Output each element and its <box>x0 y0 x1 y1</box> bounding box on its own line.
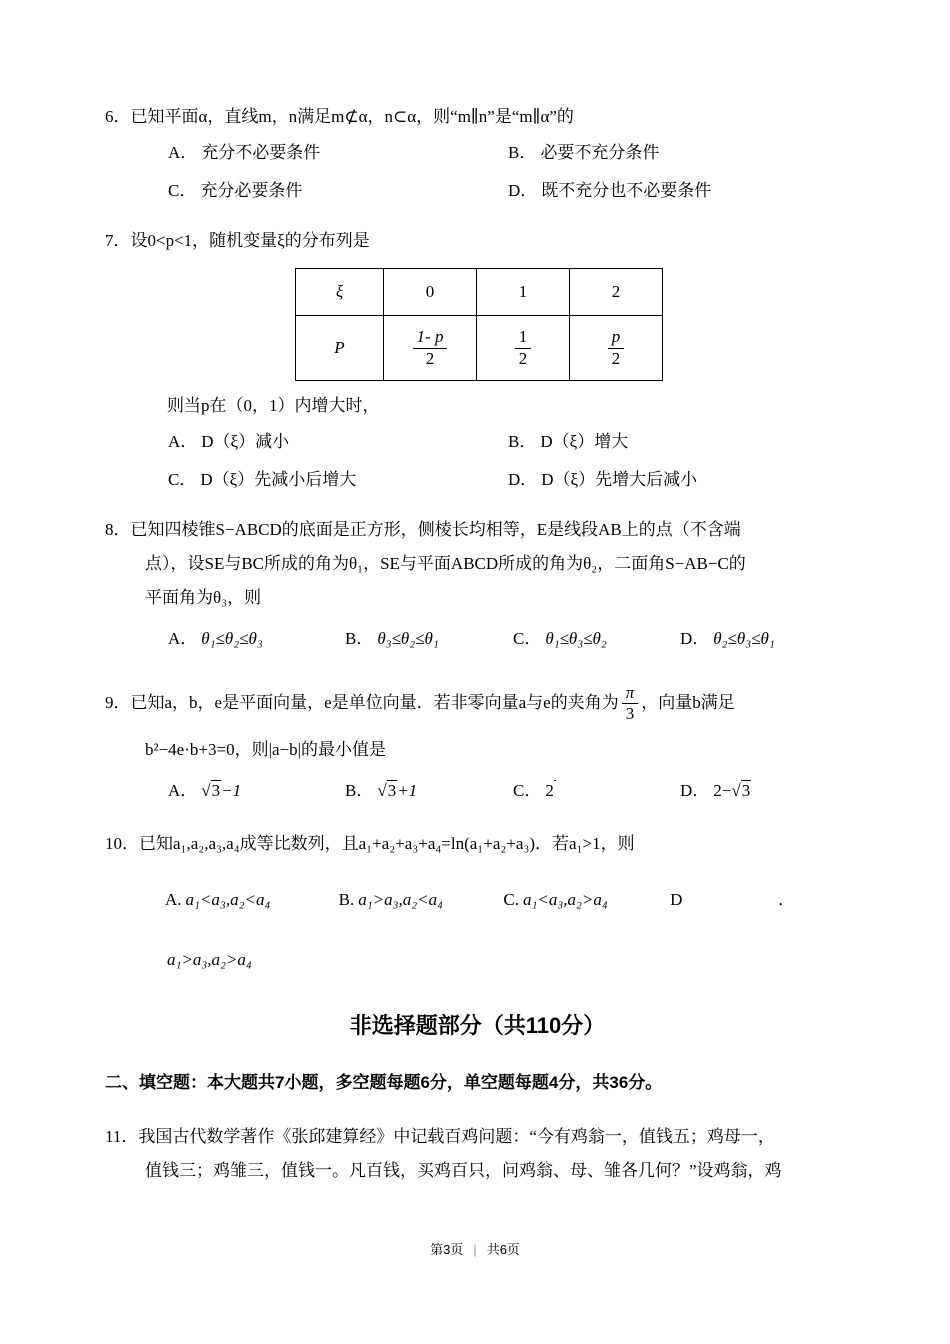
q10-options <box>105 883 850 917</box>
sqrt-expression <box>731 780 751 800</box>
q7-stem: 7．设0<p<1，随机变量ξ的分布列是 <box>105 231 370 250</box>
fraction <box>515 327 532 369</box>
q7-option-d <box>508 461 850 499</box>
option-label: A． <box>168 780 198 800</box>
question-7 <box>105 224 850 499</box>
table-cell <box>384 316 477 381</box>
fraction <box>622 683 639 725</box>
option-label: A. <box>165 889 182 909</box>
option-text: D（ξ）先减小后增大 <box>200 470 357 489</box>
option-label: A． <box>168 629 198 648</box>
radical-sign: √ <box>377 780 387 800</box>
option-pre: 2 <box>545 780 554 800</box>
option-text: 既不充分也不必要条件 <box>541 181 712 200</box>
section-instructions: 二、填空题：本大题共7小题，多空题每题6分，单空题每题4分，共36分。 <box>105 1072 663 1092</box>
q8-stem-line1: 8．已知四棱锥S−ABCD的底面是正方形，侧棱长均相等，E是线段AB上的点（不含端 <box>105 520 741 539</box>
q6-options <box>105 134 850 210</box>
radical-sign: √ <box>201 780 211 800</box>
q8-stem-line3: 平面角为θ₃，则 <box>145 588 262 607</box>
table-cell: 0 <box>384 269 477 316</box>
q7-option-b <box>508 423 850 461</box>
table-probability-row <box>296 316 663 381</box>
option-text: D（ξ）先增大后减小 <box>541 470 698 489</box>
option-label: C． <box>168 181 197 200</box>
option-label: B． <box>345 629 374 648</box>
q11-stem-line2: 值钱三；鸡雏三，值钱一。凡百钱，买鸡百只，问鸡翁、母、雏各几何？”设鸡翁，鸡 <box>145 1160 782 1180</box>
option-label: C. <box>503 889 519 909</box>
q9-stem-pre: 9．已知a，b，e是平面向量，e是单位向量．若非零向量a与e的夹角为 <box>105 692 619 712</box>
option-label: B． <box>508 432 537 451</box>
q9-option-c <box>513 769 680 813</box>
sqrt-expression <box>554 780 556 800</box>
question-8 <box>105 513 850 661</box>
option-text: 充分必要条件 <box>200 181 303 200</box>
option-label: D <box>670 889 683 909</box>
q8-option-b <box>345 617 513 661</box>
option-post: +1 <box>397 780 418 800</box>
option-label: B. <box>338 889 355 909</box>
radical-sign: √ <box>731 780 741 800</box>
option-text: θ₂≤θ₃≤θ₁ <box>713 629 775 648</box>
option-label: B． <box>345 780 374 800</box>
option-text: a₁<a₃,a₂>a₄ <box>522 889 608 909</box>
table-cell: 1 <box>477 269 570 316</box>
option-label: C． <box>513 780 542 800</box>
page-number: 第3页 <box>430 1242 464 1257</box>
fraction-denominator: 2 <box>518 348 528 368</box>
sqrt-expression <box>201 780 221 800</box>
table-cell <box>570 316 663 381</box>
q10-option-d <box>670 883 778 917</box>
option-text: a₁<a₃,a₂<a₄ <box>185 889 271 909</box>
table-cell: P <box>296 316 384 381</box>
q10-option-c <box>503 883 670 917</box>
q8-option-a <box>168 617 345 661</box>
fraction-numerator: 1- p <box>413 327 448 348</box>
exam-content <box>105 100 850 1202</box>
q6-option-b <box>508 134 850 172</box>
q7-options <box>105 423 850 499</box>
question-11 <box>105 1120 850 1188</box>
q8-option-d <box>680 617 850 661</box>
option-text: θ₃≤θ₂≤θ₁ <box>377 629 439 648</box>
q8-option-c <box>513 617 680 661</box>
option-label: D． <box>680 629 710 648</box>
q7-option-c <box>168 461 508 499</box>
section-title: 非选择题部分（共110分） <box>349 1012 606 1038</box>
option-label: D． <box>508 181 538 200</box>
table-header-row <box>296 269 663 316</box>
fraction-numerator: π <box>622 683 639 704</box>
radicand: 3 <box>387 780 397 800</box>
table-cell: 2 <box>570 269 663 316</box>
fraction-denominator: 2 <box>611 348 621 368</box>
option-label: D． <box>680 780 710 800</box>
question-9 <box>105 675 850 813</box>
q7-stem-continued: 则当p在（0，1）内增大时， <box>167 396 380 415</box>
option-text: 必要不充分条件 <box>540 143 660 162</box>
option-post: −1 <box>221 780 242 800</box>
option-label: A． <box>168 143 198 162</box>
radicand: 3 <box>741 780 751 800</box>
option-text: θ₁≤θ₃≤θ₂ <box>545 629 607 648</box>
fraction-numerator: p <box>608 327 625 348</box>
question-6 <box>105 100 850 210</box>
q9-options <box>105 769 850 813</box>
q9-stem-line1 <box>105 675 850 733</box>
fraction-numerator: 1 <box>515 327 532 348</box>
q6-option-c <box>168 172 508 210</box>
option-label: C． <box>168 470 197 489</box>
option-text: D（ξ）减小 <box>201 432 290 451</box>
table-cell <box>477 316 570 381</box>
q10-option-b <box>339 883 504 917</box>
option-label: B． <box>508 143 537 162</box>
q10-option-d-continued: a₁>a₃,a₂>a₄ <box>167 949 252 969</box>
q11-stem-line1: 11．我国古代数学著作《张邱建算经》中记载百鸡问题：“今有鸡翁一，值钱五；鸡母一， <box>105 1126 775 1146</box>
q10-option-a <box>165 883 339 917</box>
q8-options <box>105 617 850 661</box>
q10-trailing-period: ． <box>778 889 796 909</box>
fraction <box>608 327 625 369</box>
fraction-denominator: 3 <box>625 704 635 724</box>
radicand: 3 <box>211 780 221 800</box>
q6-stem: 6．已知平面α，直线m，n满足m⊄α，n⊂α，则“m∥n”是“m∥α”的 <box>105 107 574 126</box>
q9-option-a <box>168 769 345 813</box>
option-text: D（ξ）增大 <box>540 432 629 451</box>
option-pre: 2− <box>713 780 732 800</box>
fraction <box>413 327 448 369</box>
q6-option-d <box>508 172 850 210</box>
distribution-table <box>295 268 663 381</box>
q9-option-b <box>345 769 513 813</box>
page-footer <box>0 1239 950 1258</box>
q9-stem-post: ，向量b满足 <box>641 692 735 712</box>
q6-option-a <box>168 134 508 172</box>
option-text: θ₁≤θ₂≤θ₃ <box>201 629 263 648</box>
radicand <box>554 780 556 800</box>
footer-separator: | <box>473 1242 477 1257</box>
option-text: a₁>a₃,a₂<a₄ <box>358 889 444 909</box>
option-label: C． <box>513 629 542 648</box>
option-label: D． <box>508 470 538 489</box>
page-total: 共6页 <box>486 1242 520 1257</box>
q8-stem-line2: 点），设SE与BC所成的角为θ₁，SE与平面ABCD所成的角为θ₂，二面角S−AB−C的 <box>145 554 746 573</box>
option-text: 充分不必要条件 <box>201 143 321 162</box>
q7-option-a <box>168 423 508 461</box>
fraction-denominator: 2 <box>425 348 435 368</box>
question-10 <box>105 827 850 977</box>
q9-stem-line2: b²−4e·b+3=0，则|a−b|的最小值是 <box>145 739 387 759</box>
q10-stem: 10．已知a₁,a₂,a₃,a₄成等比数列，且a₁+a₂+a₃+a₄=ln(a₁+a₂+a₃)．若a₁>1，则 <box>105 833 635 853</box>
option-label: A． <box>168 432 198 451</box>
q9-option-d <box>680 769 850 813</box>
sqrt-expression <box>377 780 397 800</box>
table-cell: ξ <box>296 269 384 316</box>
